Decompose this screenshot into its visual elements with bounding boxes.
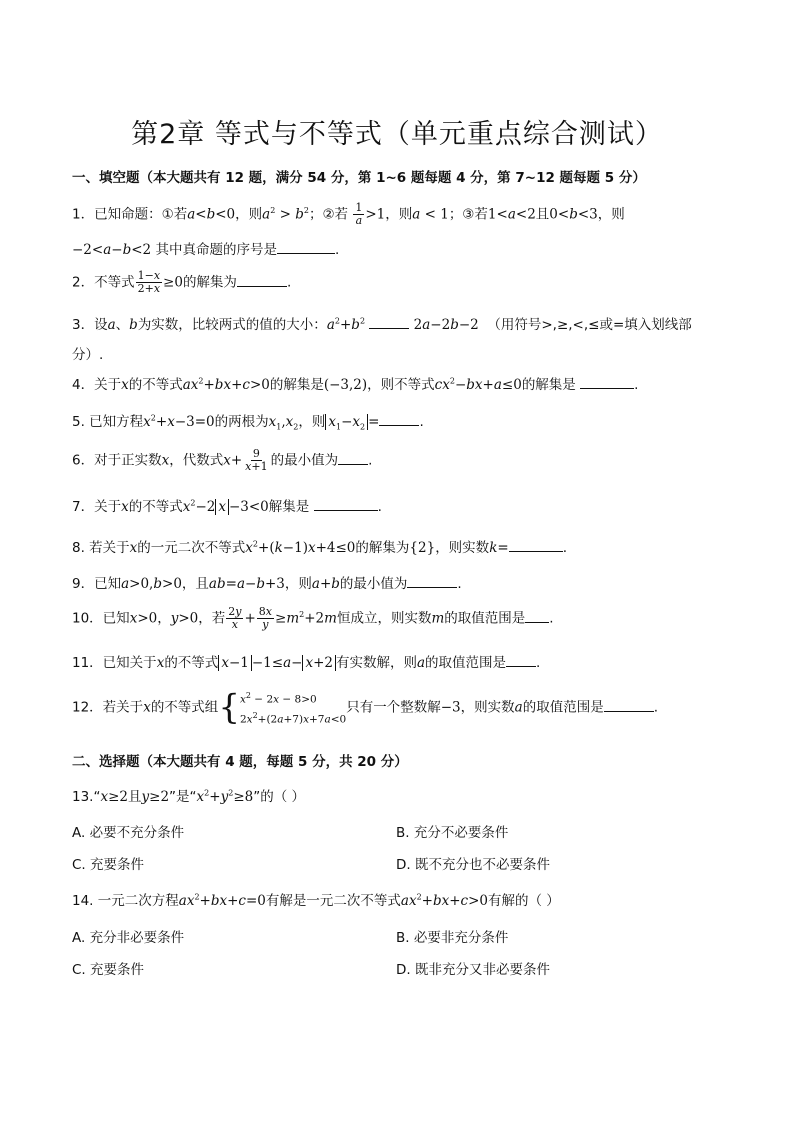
question-4: 4．关于x的不等式$ax^2+bx+c>0$的解集是(−3,2)，则不等式$cx^2-bx+a\le 0$的解集是 . <box>72 376 639 393</box>
q13-option-c: C. 充要条件 <box>72 857 145 873</box>
q13-option-a: A. 必要不充分条件 <box>72 825 185 841</box>
q13-option-d: D. 既不充分也不必要条件 <box>396 857 550 873</box>
q14-option-b: B. 必要非充分条件 <box>396 930 509 946</box>
question-11: 11．已知关于x的不等式 x−1 −1≤a− x+2 有实数解，则a的取值范围是 . <box>72 655 541 671</box>
question-8: 8. 若关于x的一元二次不等式$x^2+(k-1)x+4\le 0$的解集为{2}，则实数k= . <box>72 539 567 556</box>
question-1-line-1: 1．已知命题：①若a<b<0，则$a^2 > b^2$；②若 $\frac{1}{a}$ >1，则a < 1；③若1<a<2且0<b<3，则 <box>72 201 625 227</box>
question-3-line-1: 3．设a、b为实数，比较两式的值的大小：$a^2+b^2$ 2a−2b−2 （用符号>,≥,<,≤或=填入划线部 <box>72 316 692 333</box>
question-1-line-2: −2<a−b<2 其中真命题的序号是 . <box>72 242 340 258</box>
question-2: 2．不等式 $\frac{1-x}{2+x}$ ≥0的解集为 . <box>72 269 292 295</box>
question-5: 5. 已知方程$x^2+x-3=0$的两根为$x_1,x_2$，则 $x_1-x_2$ = . <box>72 413 424 432</box>
section-1-heading: 一、填空题（本大题共有 12 题，满分 54 分，第 1~6 题每题 4 分，第 7~12 题每题 5 分） <box>72 170 646 186</box>
question-12: 12．若关于x的不等式组{ $x^2 - 2x - 8>0$ $2x^2+(2a+7)x+7a<0$ 只有一个整数解−3，则实数a的取值范围是 . <box>72 687 658 728</box>
q14-option-a: A. 充分非必要条件 <box>72 930 185 946</box>
section-2-heading: 二、选择题（本大题共有 4 题，每题 5 分，共 20 分） <box>72 754 408 770</box>
q14-option-d: D. 既非充分又非必要条件 <box>396 962 550 978</box>
question-10: 10．已知x>0，y>0，若 $\frac{2y}{x}$ + $\frac{8x}{y}$ $\ge m^2+2m$恒成立，则实数m的取值范围是 . <box>72 605 554 631</box>
question-6: 6．对于正实数x，代数式x+ $\frac{9}{x+1}$ 的最小值为 . <box>72 447 373 473</box>
question-9: 9．已知a>0,b>0，且ab=a−b+3，则a+b的最小值为 . <box>72 576 462 592</box>
q14-option-c: C. 充要条件 <box>72 962 145 978</box>
page-title: 第2章 等式与不等式（单元重点综合测试） <box>131 119 663 150</box>
q13-option-b: B. 充分不必要条件 <box>396 825 509 841</box>
question-13: 13.“x≥2且y≥2”是“$x^2+y^2\ge 8$”的（ ） <box>72 788 306 805</box>
question-3-line-2: 分）. <box>72 347 104 363</box>
question-14: 14. 一元二次方程$ax^2+bx+c=0$有解是一元二次不等式$ax^2+bx+c>0$有解的（ ） <box>72 892 560 909</box>
question-7: 7．关于x的不等式$x^2-2$ x −3<0解集是 . <box>72 498 382 515</box>
